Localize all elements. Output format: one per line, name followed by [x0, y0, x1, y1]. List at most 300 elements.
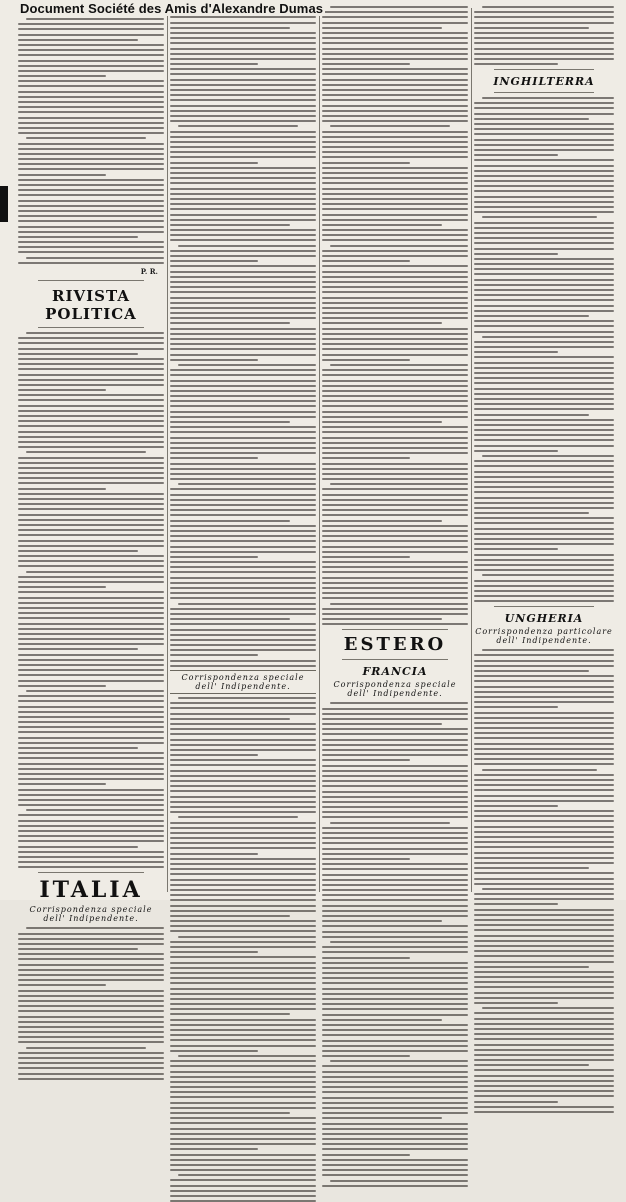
- text-line: [170, 421, 290, 423]
- text-line: [170, 354, 316, 356]
- text-line: [322, 775, 468, 777]
- text-line: [322, 587, 468, 589]
- text-line: [474, 63, 558, 65]
- text-line: [322, 105, 468, 107]
- separator: [494, 92, 594, 93]
- text-line: [18, 425, 164, 427]
- text-line: [18, 148, 164, 150]
- text-line: [170, 48, 316, 50]
- text-line: [170, 359, 258, 361]
- text-line: [322, 1065, 468, 1067]
- text-line: [322, 597, 468, 599]
- text-line: [322, 780, 468, 782]
- text-line: [322, 297, 468, 299]
- text-line: [170, 993, 316, 995]
- text-line: [474, 1028, 614, 1030]
- text-line: [474, 58, 614, 60]
- text-line: [322, 208, 468, 210]
- text-line: [170, 910, 316, 912]
- text-line: [474, 883, 614, 885]
- text-line: [18, 236, 138, 238]
- text-line: [170, 1065, 316, 1067]
- text-line: [170, 312, 316, 314]
- text-line: [322, 1071, 468, 1073]
- text-line: [170, 509, 316, 511]
- text-line: [474, 419, 614, 421]
- text-line: [322, 343, 468, 345]
- text-line: [474, 789, 614, 791]
- text-line: [322, 1008, 468, 1010]
- text-line: [474, 543, 614, 545]
- text-line: [170, 271, 316, 273]
- section-subheading: Corrispondenza speciale dell' Indipendente.: [29, 905, 153, 924]
- text-line: [18, 757, 164, 759]
- text-line: [18, 825, 164, 827]
- text-line: [474, 1054, 614, 1056]
- text-line: [170, 322, 290, 324]
- text-line: [18, 1010, 164, 1012]
- text-line: [322, 271, 468, 273]
- text-line: [18, 565, 164, 567]
- text-line: [170, 665, 316, 667]
- text-line: [170, 1164, 316, 1166]
- text-line: [474, 909, 614, 911]
- text-line: [170, 255, 316, 257]
- text-line: [170, 457, 258, 459]
- text-line: [474, 398, 614, 400]
- text-line: [322, 1164, 468, 1166]
- text-line: [322, 889, 468, 891]
- text-line: [170, 99, 316, 101]
- text-line: [18, 337, 164, 339]
- text-line: [322, 141, 468, 143]
- text-line: [474, 486, 614, 488]
- text-line: [170, 431, 316, 433]
- text-line: [322, 816, 468, 818]
- text-line: [170, 977, 316, 979]
- text-line: [474, 986, 614, 988]
- text-line: [18, 389, 106, 391]
- text-line: [18, 446, 164, 448]
- text-line: [322, 988, 468, 990]
- text-line: [18, 127, 164, 129]
- text-line: [322, 131, 468, 133]
- text-line: [170, 1060, 316, 1062]
- text-line: [18, 979, 164, 981]
- text-line: [170, 1050, 258, 1052]
- text-line: [18, 669, 164, 671]
- text-line: [474, 981, 614, 983]
- text-line: [18, 106, 164, 108]
- text-line: [18, 231, 164, 233]
- text-line: [18, 654, 164, 656]
- text-line: [474, 273, 614, 275]
- text-line: [170, 744, 316, 746]
- text-line: [170, 597, 316, 599]
- text-line: [474, 950, 614, 952]
- article-body: [170, 6, 316, 667]
- text-line: [322, 1143, 468, 1145]
- text-line: [18, 70, 164, 72]
- text-line: [18, 846, 138, 848]
- text-line: [18, 503, 164, 505]
- text-line: [170, 754, 258, 756]
- text-line: [170, 338, 316, 340]
- text-line: [18, 514, 164, 516]
- text-line: [474, 170, 614, 172]
- text-line: [170, 822, 316, 824]
- text-line: [322, 499, 468, 501]
- text-line: [474, 795, 614, 797]
- text-line: [18, 75, 106, 77]
- text-line: [474, 367, 614, 369]
- text-line: [170, 723, 316, 725]
- text-line: [170, 827, 316, 829]
- text-line: [322, 739, 468, 741]
- text-line: [170, 702, 316, 704]
- text-line: [322, 1040, 468, 1042]
- text-line: [170, 1117, 316, 1119]
- text-line: [322, 312, 468, 314]
- text-line: [170, 177, 316, 179]
- text-line: [170, 634, 316, 636]
- text-line: [18, 415, 164, 417]
- text-line: [322, 811, 468, 813]
- text-line: [474, 1095, 614, 1097]
- text-line: [330, 1060, 468, 1062]
- text-line: [474, 154, 558, 156]
- text-line: [18, 768, 164, 770]
- text-line: [474, 144, 614, 146]
- text-line: [322, 457, 410, 459]
- text-line: [18, 721, 164, 723]
- text-line: [18, 358, 164, 360]
- text-line: [18, 737, 164, 739]
- text-line: [18, 215, 164, 217]
- text-line: [474, 929, 614, 931]
- text-line: [18, 1000, 164, 1002]
- text-line: [474, 133, 614, 135]
- section-heading-italia: ITALIA: [39, 877, 143, 904]
- text-line: [170, 53, 316, 55]
- text-line: [322, 806, 468, 808]
- text-line: [170, 452, 316, 454]
- text-line: [170, 219, 316, 221]
- text-line: [482, 1007, 614, 1009]
- text-line: [474, 701, 614, 703]
- text-line: [322, 785, 468, 787]
- text-line: [474, 976, 614, 978]
- text-line: [170, 400, 316, 402]
- text-line: [18, 384, 164, 386]
- text-line: [18, 995, 164, 997]
- text-line: [18, 488, 106, 490]
- text-line: [474, 569, 614, 571]
- text-line: [170, 811, 316, 813]
- text-line: [18, 246, 164, 248]
- text-line: [322, 853, 468, 855]
- text-line: [330, 483, 468, 485]
- text-line: [170, 16, 316, 18]
- text-line: [322, 89, 468, 91]
- text-line: [474, 325, 614, 327]
- text-line: [170, 644, 316, 646]
- text-line: [474, 377, 614, 379]
- text-line: [322, 1029, 468, 1031]
- text-line: [18, 555, 164, 557]
- text-line: [474, 826, 614, 828]
- text-line: [474, 284, 614, 286]
- text-line: [322, 832, 468, 834]
- text-line: [474, 820, 614, 822]
- text-line: [474, 1075, 614, 1077]
- text-line: [18, 524, 164, 526]
- text-line: [474, 258, 614, 260]
- text-line: [170, 582, 316, 584]
- text-line: [322, 1091, 468, 1093]
- text-line: [170, 239, 316, 241]
- text-line: [322, 1097, 468, 1099]
- text-line: [18, 938, 164, 940]
- text-line: [18, 1016, 164, 1018]
- text-line: [322, 27, 442, 29]
- text-line: [18, 1041, 164, 1043]
- text-line: [322, 894, 468, 896]
- text-line: [170, 535, 316, 537]
- text-line: [474, 585, 614, 587]
- text-line: [322, 468, 468, 470]
- text-line: [474, 37, 614, 39]
- text-line: [474, 502, 614, 504]
- text-line: [322, 623, 468, 625]
- text-line: [322, 713, 468, 715]
- text-line: [474, 211, 614, 213]
- text-line: [18, 457, 164, 459]
- text-line: [474, 382, 614, 384]
- text-line: [474, 346, 614, 348]
- text-line: [170, 837, 316, 839]
- text-line: [170, 198, 316, 200]
- text-line: [18, 194, 164, 196]
- text-line: [474, 737, 614, 739]
- text-line: [474, 11, 614, 13]
- text-line: [322, 250, 468, 252]
- text-line: [322, 136, 468, 138]
- text-line: [178, 816, 298, 818]
- text-line: [322, 998, 468, 1000]
- text-line: [170, 307, 316, 309]
- text-line: [322, 993, 468, 995]
- text-line: [170, 343, 316, 345]
- text-line: [18, 1073, 164, 1075]
- text-line: [18, 168, 164, 170]
- text-line: [170, 63, 258, 65]
- text-line: [330, 702, 468, 704]
- text-line: [170, 525, 316, 527]
- text-line: [474, 1049, 614, 1051]
- text-line: [322, 1123, 468, 1125]
- section-heading-francia: FRANCIA: [362, 665, 428, 679]
- text-line: [322, 972, 468, 974]
- text-line: [170, 405, 316, 407]
- text-line: [474, 665, 614, 667]
- text-line: [170, 380, 316, 382]
- text-line: [322, 540, 468, 542]
- text-line: [322, 431, 468, 433]
- text-line: [474, 831, 614, 833]
- text-line: [18, 943, 164, 945]
- article-body: [474, 6, 614, 65]
- text-line: [322, 1138, 468, 1140]
- text-line: [322, 265, 468, 267]
- text-line: [474, 935, 614, 937]
- text-line: [18, 851, 164, 853]
- text-line: [474, 268, 614, 270]
- text-line: [170, 1195, 316, 1197]
- text-line: [170, 868, 316, 870]
- text-line: [322, 1076, 468, 1078]
- text-line: [170, 110, 316, 112]
- text-line: [330, 1180, 468, 1182]
- text-line: [18, 633, 164, 635]
- text-line: [170, 561, 316, 563]
- text-line: [18, 680, 164, 682]
- text-line: [18, 799, 164, 801]
- text-line: [18, 1031, 164, 1033]
- text-line: [322, 962, 468, 964]
- text-line: [170, 229, 316, 231]
- text-line: [18, 1078, 164, 1080]
- text-line: [474, 149, 614, 151]
- text-line: [170, 770, 316, 772]
- text-line: [170, 660, 316, 662]
- text-line: [170, 858, 316, 860]
- text-line: [18, 752, 164, 754]
- text-line: [170, 956, 316, 958]
- text-line: [322, 32, 468, 34]
- text-line: [322, 405, 468, 407]
- section-subheading: Corrispondenza speciale dell' Indipendente.: [181, 673, 305, 691]
- text-line: [18, 477, 164, 479]
- text-line: [170, 728, 316, 730]
- text-line: [170, 79, 316, 81]
- text-line: [18, 990, 164, 992]
- text-line: [322, 416, 468, 418]
- text-line: [170, 718, 290, 720]
- text-line: [474, 27, 589, 29]
- text-line: [322, 374, 468, 376]
- text-line: [474, 299, 614, 301]
- text-line: [170, 739, 316, 741]
- text-line: [322, 1081, 468, 1083]
- scan-blot: [0, 186, 8, 222]
- text-line: [322, 146, 468, 148]
- text-line: [322, 982, 468, 984]
- text-line: [170, 1003, 316, 1005]
- text-line: [18, 200, 164, 202]
- text-line: [18, 747, 138, 749]
- text-line: [322, 317, 468, 319]
- text-line: [322, 203, 468, 205]
- text-line: [322, 801, 468, 803]
- text-line: [474, 1059, 614, 1061]
- text-line: [474, 305, 614, 307]
- text-line: [474, 554, 614, 556]
- article-body: [322, 6, 468, 625]
- text-line: [170, 291, 316, 293]
- text-line: [322, 442, 468, 444]
- text-line: [18, 628, 164, 630]
- text-line: [322, 899, 468, 901]
- text-line: [474, 732, 614, 734]
- text-line: [170, 276, 316, 278]
- text-line: [474, 22, 614, 24]
- text-line: [170, 58, 316, 60]
- text-line: [18, 953, 164, 955]
- text-line: [170, 463, 316, 465]
- text-line: [170, 84, 316, 86]
- text-line: [474, 748, 614, 750]
- text-line: [474, 680, 614, 682]
- text-line: [26, 18, 164, 20]
- text-line: [322, 863, 468, 865]
- text-line: [18, 34, 164, 36]
- text-line: [322, 385, 468, 387]
- text-line: [474, 727, 614, 729]
- text-line: [474, 691, 614, 693]
- text-line: [322, 58, 468, 60]
- text-line: [170, 224, 290, 226]
- text-line: [322, 286, 468, 288]
- text-line: [322, 219, 468, 221]
- text-line: [170, 925, 316, 927]
- text-line: [474, 196, 614, 198]
- text-line: [170, 884, 316, 886]
- text-line: [322, 1159, 468, 1161]
- text-line: [170, 785, 316, 787]
- text-line: [170, 796, 316, 798]
- text-line: [474, 758, 614, 760]
- text-line: [322, 925, 468, 927]
- text-line: [474, 242, 614, 244]
- text-line: [482, 574, 614, 576]
- text-line: [18, 23, 164, 25]
- text-line: [170, 297, 316, 299]
- text-line: [170, 941, 316, 943]
- text-line: [330, 6, 468, 8]
- text-line: [322, 1045, 468, 1047]
- text-line: [18, 617, 164, 619]
- text-line: [474, 722, 614, 724]
- text-line: [322, 520, 442, 522]
- text-line: [18, 840, 164, 842]
- text-line: [170, 265, 316, 267]
- text-line: [18, 1057, 164, 1059]
- text-line: [474, 1069, 614, 1071]
- text-line: [322, 1169, 468, 1171]
- text-line: [18, 576, 164, 578]
- text-line: [322, 535, 468, 537]
- text-line: [170, 250, 316, 252]
- text-line: [322, 1133, 468, 1135]
- text-line: [18, 534, 164, 536]
- text-line: [170, 1112, 290, 1114]
- text-line: [170, 27, 290, 29]
- text-line: [322, 931, 468, 933]
- text-line: [170, 37, 316, 39]
- text-line: [170, 286, 316, 288]
- text-line: [18, 984, 106, 986]
